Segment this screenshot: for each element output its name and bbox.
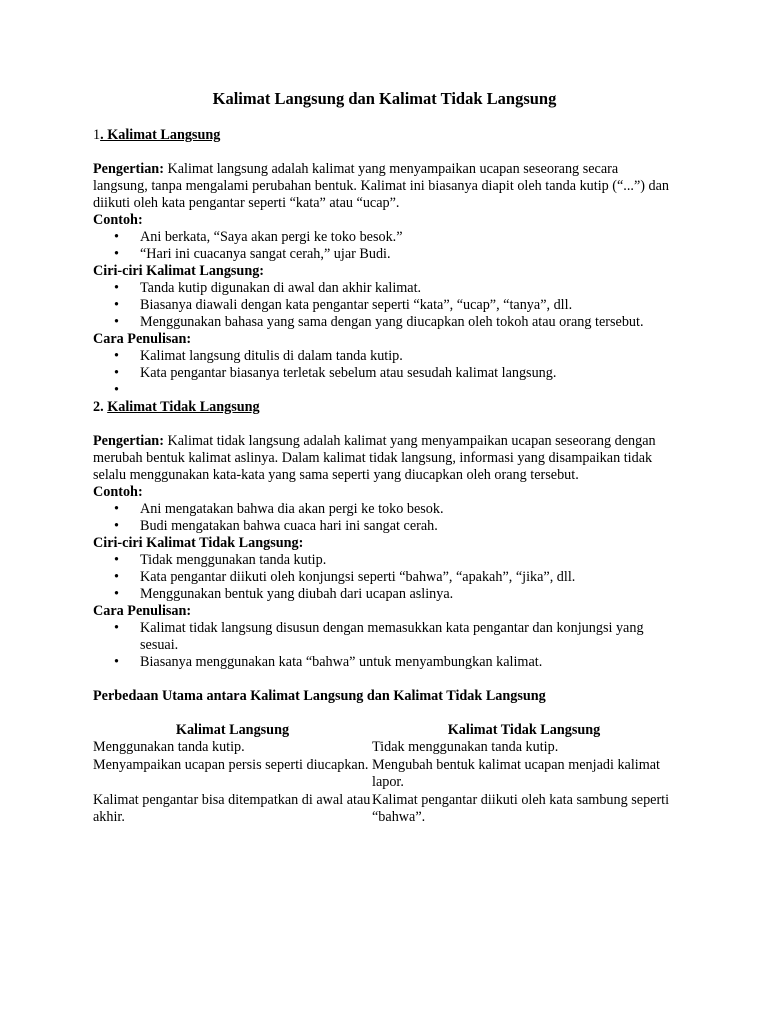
- section-heading-kalimat-langsung: [93, 127, 676, 144]
- definition-label: Pengertian:: [93, 433, 164, 449]
- table-cell: Menyampaikan ucapan persis seperti diucapkan.: [93, 757, 369, 773]
- writing-method-label: Cara Penulisan:: [93, 331, 192, 347]
- column-header: Kalimat Tidak Langsung: [447, 722, 601, 738]
- definition-label: Pengertian:: [93, 161, 164, 177]
- characteristics-list: [93, 280, 676, 331]
- table-cell: Tidak menggunakan tanda kutip.: [372, 739, 559, 755]
- list-item: • Biasanya menggunakan kata “bahwa” untuk menyambungkan kalimat.: [93, 654, 676, 671]
- writing-method-list: [93, 348, 676, 399]
- column-header: Kalimat Langsung: [175, 722, 290, 738]
- examples-label: Contoh:: [93, 212, 143, 228]
- section-number: 1: [93, 127, 101, 143]
- characteristics-list: [93, 552, 676, 603]
- characteristics-label: Ciri-ciri Kalimat Tidak Langsung:: [93, 535, 304, 551]
- examples-list: [93, 501, 676, 535]
- list-item: • Biasanya diawali dengan kata pengantar seperti “kata”, “ucap”, “tanya”, dll.: [93, 297, 676, 314]
- list-item: • Menggunakan bahasa yang sama dengan yang diucapkan oleh tokoh atau orang tersebut.: [93, 314, 676, 331]
- table-cell: Kalimat pengantar bisa ditempatkan di awal atau akhir.: [93, 792, 371, 825]
- list-item: • “Hari ini cuacanya sangat cerah,” ujar Budi.: [93, 246, 676, 263]
- writing-method-label: Cara Penulisan:: [93, 603, 192, 619]
- characteristics-label: Ciri-ciri Kalimat Langsung:: [93, 263, 265, 279]
- definition-text: Kalimat langsung adalah kalimat yang menyampaikan ucapan seseorang secara langsung, tanpa mengalami perubahan bentuk. Kalimat ini biasanya diapit oleh tanda kutip (“...”) dan diikuti oleh kata pengantar seperti “kata” atau “ucap”.: [93, 161, 669, 211]
- list-item: • Ani mengatakan bahwa dia akan pergi ke toko besok.: [93, 501, 676, 518]
- list-item: • Tidak menggunakan tanda kutip.: [93, 552, 676, 569]
- examples-label: Contoh:: [93, 484, 143, 500]
- table-cell: Menggunakan tanda kutip.: [93, 739, 245, 755]
- table-header-row: [93, 722, 676, 739]
- list-item: • Ani berkata, “Saya akan pergi ke toko besok.”: [93, 229, 676, 246]
- list-item: • Tanda kutip digunakan di awal dan akhir kalimat.: [93, 280, 676, 297]
- table-cell: Mengubah bentuk kalimat ucapan menjadi kalimat lapor.: [372, 757, 660, 790]
- list-item: • Kalimat langsung ditulis di dalam tanda kutip.: [93, 348, 676, 365]
- list-item: • Budi mengatakan bahwa cuaca hari ini sangat cerah.: [93, 518, 676, 535]
- comparison-table: [93, 722, 676, 827]
- definition-paragraph: [93, 433, 676, 484]
- document-title: Kalimat Langsung dan Kalimat Tidak Langsung: [212, 89, 557, 108]
- section-title: . Kalimat Langsung: [100, 127, 221, 143]
- examples-list: [93, 229, 676, 263]
- section-number: 2.: [93, 399, 108, 415]
- list-item: • Kalimat tidak langsung disusun dengan memasukkan kata pengantar dan konjungsi yang sesuai.: [93, 620, 676, 654]
- table-row: [93, 792, 676, 827]
- table-cell: Kalimat pengantar diikuti oleh kata sambung seperti “bahwa”.: [372, 792, 670, 825]
- section-title: Kalimat Tidak Langsung: [107, 399, 260, 415]
- writing-method-list: [93, 620, 676, 671]
- list-item-empty: [93, 382, 676, 399]
- definition-paragraph: [93, 161, 676, 212]
- list-item: • Kata pengantar diikuti oleh konjungsi seperti “bahwa”, “apakah”, “jika”, dll.: [93, 569, 676, 586]
- definition-text: Kalimat tidak langsung adalah kalimat yang menyampaikan ucapan seseorang dengan merubah bentuk kalimat aslinya. Dalam kalimat tidak langsung, informasi yang disampaikan tidak selalu menggunakan kata-kata yang sama seperti yang diucapkan oleh orang tersebut.: [93, 433, 656, 483]
- list-item: • Menggunakan bentuk yang diubah dari ucapan aslinya.: [93, 586, 676, 603]
- comparison-title: Perbedaan Utama antara Kalimat Langsung dan Kalimat Tidak Langsung: [93, 688, 546, 704]
- list-item: • Kata pengantar biasanya terletak sebelum atau sesudah kalimat langsung.: [93, 365, 676, 382]
- table-row: [93, 739, 676, 757]
- table-row: [93, 757, 676, 792]
- section-heading-kalimat-tidak-langsung: [93, 399, 676, 416]
